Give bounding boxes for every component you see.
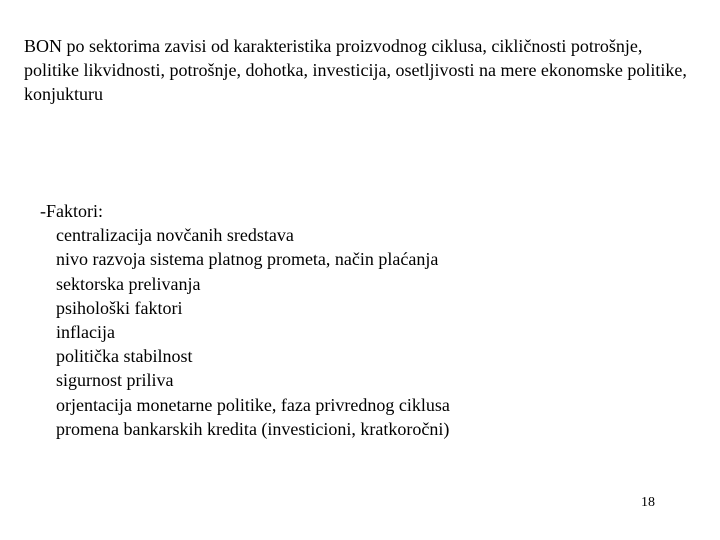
factor-item: centralizacija novčanih sredstava: [56, 225, 294, 246]
factor-item: sigurnost priliva: [56, 370, 174, 391]
factors-heading: -Faktori:: [40, 201, 103, 221]
factor-item: nivo razvoja sistema platnog prometa, način plaćanja: [56, 249, 439, 270]
intro-paragraph: BON po sektorima zavisi od karakteristika proizvodnog ciklusa, cikličnosti potrošnje, politike likvidnosti, potrošnje, dohotka, investicija, osetljivosti na mere ekonomske politike, konjukturu: [24, 36, 687, 104]
factor-item: politička stabilnost: [56, 346, 193, 367]
factor-item: promena bankarskih kredita (investicioni, kratkoročni): [56, 418, 450, 439]
factors-list: [40, 223, 680, 441]
factor-item: inflacija: [56, 322, 115, 343]
factor-item: sektorska prelivanja: [56, 273, 201, 294]
factors-section: [40, 199, 680, 441]
factor-item: orjentacija monetarne politike, faza privrednog ciklusa: [56, 394, 450, 415]
factor-item: psihološki faktori: [56, 297, 183, 318]
page-number: 18: [641, 495, 655, 510]
